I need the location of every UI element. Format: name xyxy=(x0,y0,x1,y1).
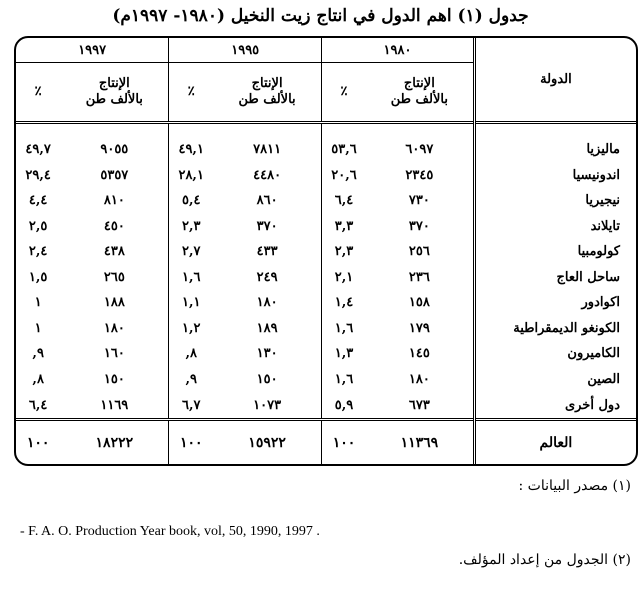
source-citation: - F. A. O. Production Year book, vol, 50, 1990, 1997 . xyxy=(20,524,320,539)
production-cell: ١٨٩ xyxy=(256,320,278,336)
country-cell: اكوادور xyxy=(474,290,636,316)
production-cell: ٦٧٣ xyxy=(408,397,430,413)
percent-cell: ,٨ xyxy=(32,372,44,388)
percent-cell: ١,٥ xyxy=(28,269,48,285)
percent-cell: ٤٩,٧ xyxy=(25,142,51,158)
year-header-1995: ١٩٩٥ xyxy=(169,38,322,63)
percent-cell: ٢٠,٦ xyxy=(322,162,366,188)
table-row xyxy=(16,392,636,419)
country-cell: ساحل العاج xyxy=(474,265,636,291)
production-header: الإنتاج بالألف طن xyxy=(85,76,143,107)
total-percent-cell: ١٠٠ xyxy=(322,420,366,464)
production-cell: ١٦٠ xyxy=(103,346,125,362)
production-cell: ١٥٠ xyxy=(103,372,125,388)
country-cell: ماليزيا xyxy=(474,137,636,163)
percent-cell: ٦,٧ xyxy=(169,392,213,419)
production-cell: ٢٣٦ xyxy=(408,269,430,285)
production-cell: ١٤٥ xyxy=(408,346,430,362)
production-cell: ١٨٠ xyxy=(408,372,430,388)
total-production-cell: ١٨٢٢٢ xyxy=(60,420,168,464)
percent-cell: ٢,٤ xyxy=(28,244,48,260)
percent-cell: ٢,٣ xyxy=(169,213,213,239)
country-cell: اندونيسيا xyxy=(474,162,636,188)
table-row xyxy=(16,137,636,163)
production-header: الإنتاج بالألف طن xyxy=(390,76,448,107)
production-cell: ٢٤٩ xyxy=(256,269,278,285)
production-cell: ٣٧٠ xyxy=(256,218,278,234)
country-cell: تايلاند xyxy=(474,213,636,239)
production-cell: ١٣٠ xyxy=(256,346,278,362)
total-label-cell: العالم xyxy=(474,420,636,464)
source-label: (١) مصدر البيانات : xyxy=(518,478,631,494)
table-title: جدول (١) اهم الدول في انتاج زيت النخيل (١٩٨٠- ١٩٩٧م) xyxy=(112,6,529,26)
percent-cell: ٢,٥ xyxy=(28,218,48,234)
table-row xyxy=(16,162,636,188)
percent-cell: ١,٦ xyxy=(322,367,366,393)
country-cell: الكاميرون xyxy=(474,341,636,367)
country-cell: الكونغو الديمقراطية xyxy=(474,316,636,342)
production-cell: ٧٨١١ xyxy=(253,142,282,158)
percent-cell: ٢,٧ xyxy=(169,239,213,265)
total-production-cell: ١٥٩٢٢ xyxy=(213,420,321,464)
table-row xyxy=(16,367,636,393)
production-cell: ٦٠٩٧ xyxy=(405,142,434,158)
percent-header: ٪ xyxy=(169,63,213,123)
percent-header: ٪ xyxy=(322,63,366,123)
production-cell: ٨٦٠ xyxy=(256,193,278,209)
production-cell: ٢٣٤٥ xyxy=(405,167,434,183)
percent-cell: ٢,١ xyxy=(322,265,366,291)
year-header-1997: ١٩٩٧ xyxy=(16,38,169,63)
percent-cell: ٥,٤ xyxy=(169,188,213,214)
total-row xyxy=(16,420,636,464)
percent-cell: ١,٦ xyxy=(169,265,213,291)
percent-cell: ٢٨,١ xyxy=(169,162,213,188)
percent-cell: ١,٤ xyxy=(322,290,366,316)
table-row xyxy=(16,239,636,265)
percent-cell: ,٩ xyxy=(169,367,213,393)
production-cell: ٣٧٠ xyxy=(408,218,430,234)
percent-cell: ٥٣,٦ xyxy=(322,137,366,163)
author-note: (٢) الجدول من إعداد المؤلف. xyxy=(458,552,631,568)
percent-cell: ١,٦ xyxy=(322,316,366,342)
country-cell: نيجيريا xyxy=(474,188,636,214)
production-cell: ١١٦٩ xyxy=(100,397,129,413)
table-row xyxy=(16,341,636,367)
production-cell: ٤٣٨ xyxy=(103,244,125,260)
percent-cell: ٤٩,١ xyxy=(169,137,213,163)
production-cell: ٤٤٨٠ xyxy=(253,167,282,183)
table-row xyxy=(16,290,636,316)
percent-cell: ,٨ xyxy=(169,341,213,367)
total-percent-cell: ١٠٠ xyxy=(169,420,213,464)
percent-cell: ٥,٩ xyxy=(322,392,366,419)
percent-header: ٪ xyxy=(34,84,42,99)
production-cell: ٨١٠ xyxy=(103,193,125,209)
production-cell: ٤٣٣ xyxy=(256,244,278,260)
percent-cell: ٤,٤ xyxy=(28,193,48,209)
production-cell: ٩٠٥٥ xyxy=(100,142,129,158)
percent-cell: ١ xyxy=(34,320,42,336)
country-cell: كولومبيا xyxy=(474,239,636,265)
production-header: الإنتاج بالألف طن xyxy=(238,76,296,107)
country-header: الدولة xyxy=(474,38,636,123)
percent-cell: ١ xyxy=(34,295,42,311)
production-cell: ١٨٨ xyxy=(103,295,125,311)
year-header-1980: ١٩٨٠ xyxy=(322,38,475,63)
production-cell: ٤٥٠ xyxy=(103,218,125,234)
production-cell: ٢٥٦ xyxy=(408,244,430,260)
table-row xyxy=(16,265,636,291)
percent-cell: ١,٣ xyxy=(322,341,366,367)
percent-cell: ١,٢ xyxy=(169,316,213,342)
production-cell: ١٨٠ xyxy=(103,320,125,336)
production-cell: ٧٣٠ xyxy=(408,193,430,209)
percent-cell: ١,١ xyxy=(169,290,213,316)
palm-oil-table xyxy=(14,36,638,466)
table-row xyxy=(16,188,636,214)
table-row xyxy=(16,316,636,342)
country-cell: دول أخرى xyxy=(474,392,636,419)
percent-cell: ٢٩,٤ xyxy=(25,167,51,183)
production-cell: ١٨٠ xyxy=(256,295,278,311)
percent-cell: ٢,٣ xyxy=(322,239,366,265)
production-cell: ١٧٩ xyxy=(408,320,430,336)
percent-cell: ,٩ xyxy=(32,346,44,362)
percent-cell: ٦,٤ xyxy=(322,188,366,214)
production-cell: ١٥٠ xyxy=(256,372,278,388)
table-row xyxy=(16,213,636,239)
production-cell: ٢٦٥ xyxy=(103,269,125,285)
production-cell: ١٠٧٣ xyxy=(253,397,282,413)
production-cell: ١٥٨ xyxy=(408,295,430,311)
total-production-cell: ١١٣٦٩ xyxy=(366,420,474,464)
country-cell: الصين xyxy=(474,367,636,393)
total-percent-cell: ١٠٠ xyxy=(16,420,60,464)
production-cell: ٥٣٥٧ xyxy=(100,167,129,183)
percent-cell: ٣,٣ xyxy=(322,213,366,239)
percent-cell: ٦,٤ xyxy=(28,397,48,413)
